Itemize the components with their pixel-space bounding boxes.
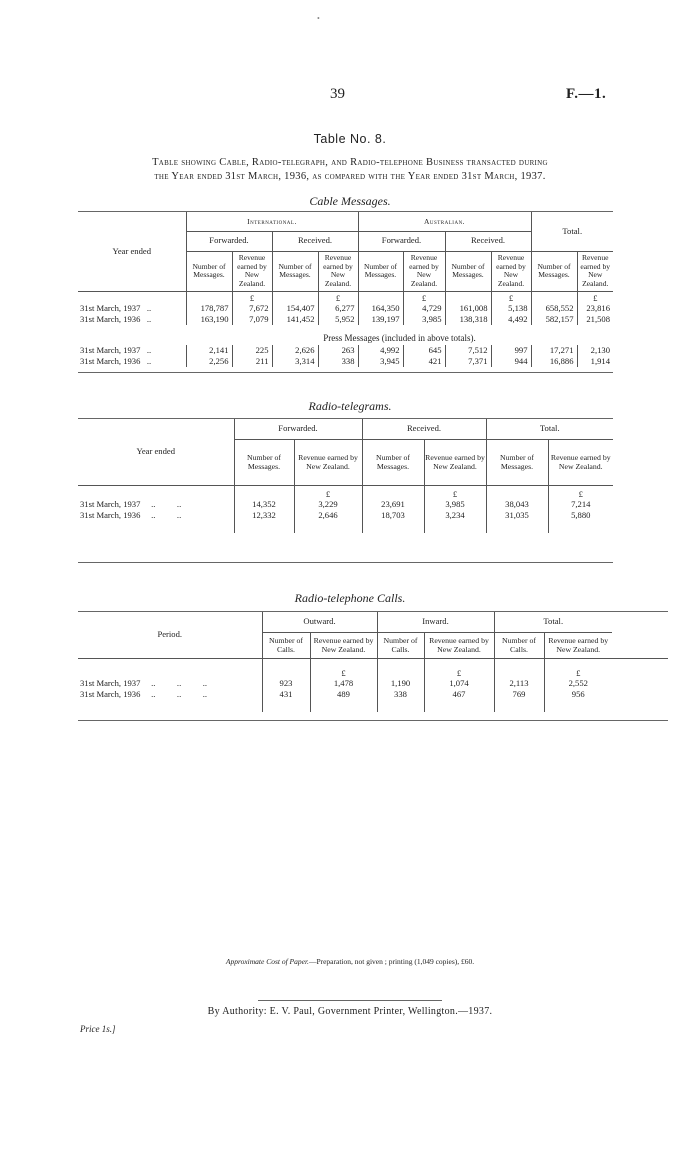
cell: 211 [232, 356, 272, 367]
main-title [80, 156, 620, 184]
cell: 14,352 [234, 499, 294, 510]
cell: 164,350 [358, 303, 403, 314]
inward-header: Inward. [377, 612, 494, 632]
col-header: Number of Calls. [377, 632, 424, 658]
currency-mark: £ [544, 658, 612, 678]
cell: 769 [494, 689, 544, 700]
leader-dots: .. [146, 302, 152, 313]
table-row [78, 510, 613, 521]
col-header: Revenue earned by New Zealand. [544, 632, 612, 658]
rt-forwarded-header: Forwarded. [234, 419, 362, 439]
row-label: 31st March, 1937 [80, 498, 141, 509]
page-number: 39 [330, 86, 345, 102]
cell: 1,478 [310, 678, 377, 689]
outward-header: Outward. [262, 612, 377, 632]
intl-forwarded-header: Forwarded. [186, 231, 272, 251]
col-header: Revenue earned by New Zealand. [318, 251, 358, 291]
row-label: 31st March, 1936 [80, 355, 141, 366]
leader-dots: .. .. .. [151, 688, 207, 699]
col-header: Number of Calls. [262, 632, 310, 658]
col-header: Revenue earned by New Zealand. [232, 251, 272, 291]
leader-dots: .. [146, 313, 152, 324]
cell: 956 [544, 689, 612, 700]
cell: 997 [491, 345, 531, 356]
aus-forwarded-header: Forwarded. [358, 231, 445, 251]
authority-rule [258, 1000, 442, 1001]
row-label: 31st March, 1936 [80, 313, 141, 324]
table-row [78, 678, 668, 689]
cell: 23,816 [577, 303, 613, 314]
cell: 263 [318, 345, 358, 356]
rt-total-header: Total. [486, 419, 613, 439]
table-row [78, 345, 613, 356]
col-header: Revenue earned by New Zealand. [424, 632, 494, 658]
cell: 139,197 [358, 314, 403, 325]
cell: 6,277 [318, 303, 358, 314]
cell: 5,138 [491, 303, 531, 314]
table-row [78, 303, 613, 314]
leader-dots: .. [146, 355, 152, 366]
cell: 431 [262, 689, 310, 700]
col-header: Revenue earned by New Zealand. [548, 439, 613, 485]
row-label: 31st March, 1937 [80, 344, 141, 355]
row-label: 31st March, 1936 [80, 688, 141, 699]
cable-total-header: Total. [531, 212, 613, 251]
cell: 3,985 [424, 499, 486, 510]
radiotelephone-title: Radio-telephone Calls. [294, 591, 406, 605]
col-header: Revenue earned by New Zealand. [424, 439, 486, 485]
row-label: 31st March, 1937 [80, 302, 141, 313]
main-title-line-1: Table showing Cable, Radio-telegraph, and Radio-telephone Business transacted during [152, 157, 548, 168]
table-row [78, 689, 668, 700]
cell: 2,130 [577, 345, 613, 356]
cell: 7,512 [445, 345, 491, 356]
document-code: F.—1. [566, 86, 607, 102]
cost-of-paper-label: Approximate Cost of Paper. [225, 957, 309, 966]
cell: 3,229 [294, 499, 362, 510]
main-title-line-2: the Year ended 31st March, 1936, as compared with the Year ended 31st March, 1937. [154, 171, 546, 182]
cell: 1,190 [377, 678, 424, 689]
cell: 7,672 [232, 303, 272, 314]
currency-mark: £ [548, 485, 613, 499]
col-header: Revenue earned by New Zealand. [310, 632, 377, 658]
cell: 2,626 [272, 345, 318, 356]
cell: 338 [377, 689, 424, 700]
col-header: Revenue earned by New Zealand. [491, 251, 531, 291]
radiotelephone-table [78, 612, 668, 712]
currency-mark: £ [403, 291, 445, 303]
table-number: Table No. 8. [313, 132, 387, 146]
rtel-total-header: Total. [494, 612, 612, 632]
col-header: Number of Messages. [186, 251, 232, 291]
cable-messages-title: Cable Messages. [309, 194, 391, 208]
cell: 38,043 [486, 499, 548, 510]
cell: 3,314 [272, 356, 318, 367]
col-header: Revenue earned by New Zealand. [294, 439, 362, 485]
international-header: International. [186, 212, 358, 231]
cell: 1,914 [577, 356, 613, 367]
col-header: Revenue earned by New Zealand. [577, 251, 613, 291]
cell: 7,079 [232, 314, 272, 325]
cell: 2,113 [494, 678, 544, 689]
cable-year-ended-header: Year ended [112, 245, 151, 256]
cell: 7,214 [548, 499, 613, 510]
cell: 645 [403, 345, 445, 356]
cable-messages-table [78, 212, 613, 367]
cell: 21,508 [577, 314, 613, 325]
cell: 18,703 [362, 510, 424, 521]
leader-dots: .. [146, 344, 152, 355]
leader-dots: .. .. [151, 509, 182, 520]
col-header: Number of Messages. [445, 251, 491, 291]
cell: 138,318 [445, 314, 491, 325]
cell: 5,952 [318, 314, 358, 325]
cell: 16,886 [531, 356, 577, 367]
col-header: Number of Messages. [486, 439, 548, 485]
row-label: 31st March, 1936 [80, 509, 141, 520]
cell: 582,157 [531, 314, 577, 325]
cell: 31,035 [486, 510, 548, 521]
cell: 161,008 [445, 303, 491, 314]
radiotelephone-bottom-rule [78, 720, 668, 721]
leader-dots: .. .. [151, 498, 182, 509]
leader-dots: .. .. .. [151, 677, 207, 688]
col-header: Number of Messages. [234, 439, 294, 485]
radiotelegrams-title: Radio-telegrams. [308, 399, 392, 413]
cell: 178,787 [186, 303, 232, 314]
col-header: Number of Messages. [358, 251, 403, 291]
col-header: Number of Messages. [362, 439, 424, 485]
cell: 3,985 [403, 314, 445, 325]
cable-bottom-rule [78, 372, 613, 373]
cell: 225 [232, 345, 272, 356]
cell: 467 [424, 689, 494, 700]
currency-mark: £ [294, 485, 362, 499]
currency-mark: £ [577, 291, 613, 303]
currency-mark: £ [424, 658, 494, 678]
currency-mark: £ [491, 291, 531, 303]
cell: 12,332 [234, 510, 294, 521]
cell: 141,452 [272, 314, 318, 325]
cell: 3,945 [358, 356, 403, 367]
table-row [78, 314, 613, 325]
radiotelegrams-bottom-rule [78, 562, 613, 563]
aus-received-header: Received. [445, 231, 531, 251]
currency-mark: £ [318, 291, 358, 303]
col-header: Number of Calls. [494, 632, 544, 658]
col-header: Number of Messages. [272, 251, 318, 291]
row-label: 31st March, 1937 [80, 677, 141, 688]
cell: 163,190 [186, 314, 232, 325]
radiotelegrams-year-ended-header: Year ended [136, 446, 175, 456]
cell: 2,256 [186, 356, 232, 367]
radiotelegrams-table [78, 419, 613, 533]
cell: 4,729 [403, 303, 445, 314]
cell: 421 [403, 356, 445, 367]
cell: 1,074 [424, 678, 494, 689]
cell: 5,880 [548, 510, 613, 521]
cell: 944 [491, 356, 531, 367]
cell: 658,552 [531, 303, 577, 314]
cell: 23,691 [362, 499, 424, 510]
col-header: Number of Messages. [531, 251, 577, 291]
page-speck: • [317, 14, 320, 23]
period-header: Period. [157, 629, 183, 639]
cell: 154,407 [272, 303, 318, 314]
intl-received-header: Received. [272, 231, 358, 251]
currency-mark: £ [424, 485, 486, 499]
australian-header: Australian. [358, 212, 531, 231]
cell: 7,371 [445, 356, 491, 367]
cost-of-paper-note [0, 957, 700, 966]
cost-of-paper-text: —Preparation, not given ; printing (1,049 copies), £60. [308, 957, 475, 966]
press-messages-title: Press Messages (included in above totals). [323, 332, 476, 343]
cell: 2,552 [544, 678, 612, 689]
col-header: Revenue earned by New Zealand. [403, 251, 445, 291]
printer-authority: By Authority: E. V. Paul, Government Printer, Wellington.—1937. [207, 1006, 493, 1017]
cell: 4,492 [491, 314, 531, 325]
cell: 2,141 [186, 345, 232, 356]
cell: 3,234 [424, 510, 486, 521]
cell: 923 [262, 678, 310, 689]
currency-mark: £ [310, 658, 377, 678]
rt-received-header: Received. [362, 419, 486, 439]
cell: 338 [318, 356, 358, 367]
table-row [78, 356, 613, 367]
price-note: Price 1s.] [80, 1024, 116, 1034]
table-row [78, 499, 613, 510]
cell: 2,646 [294, 510, 362, 521]
cell: 4,992 [358, 345, 403, 356]
currency-mark: £ [232, 291, 272, 303]
cell: 489 [310, 689, 377, 700]
cell: 17,271 [531, 345, 577, 356]
